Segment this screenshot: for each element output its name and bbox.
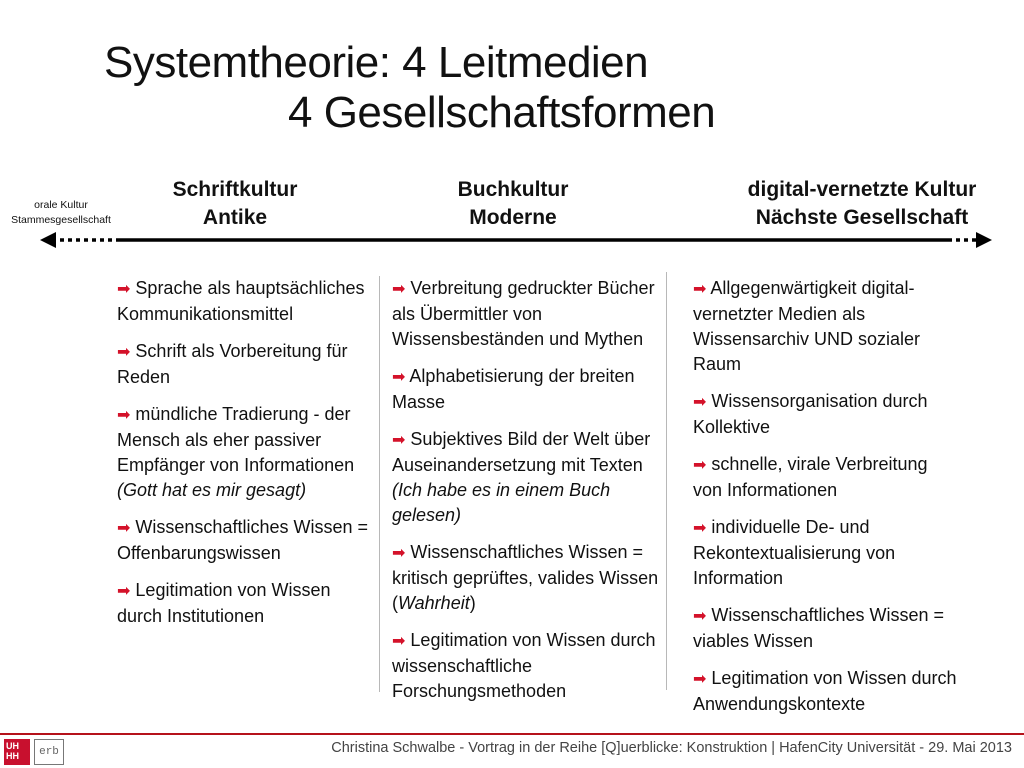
bullet-item	[693, 389, 959, 440]
bullet-text: individuelle De- und Rekontextualisierung von Information	[693, 517, 896, 588]
bullet-item	[693, 515, 959, 591]
red-arrow-icon: ➡	[117, 520, 131, 537]
bullet-item	[392, 276, 660, 352]
title-line-1: Systemtheorie: 4 Leitmedien	[104, 38, 649, 87]
head-culture: Schriftkultur	[172, 178, 298, 201]
bullet-item	[392, 427, 660, 528]
red-arrow-icon: ➡	[693, 281, 707, 298]
erb-logo: erb	[34, 739, 64, 765]
bullet-text: Alphabetisierung der breiten Masse	[392, 366, 635, 412]
bullet-item	[392, 628, 660, 704]
bullet-item	[693, 603, 959, 654]
column-divider-2	[666, 272, 667, 690]
bullet-tail-text: )	[469, 593, 476, 613]
column-schriftkultur	[117, 276, 379, 641]
timeline-arrow	[0, 228, 1024, 252]
red-arrow-icon: ➡	[392, 633, 406, 650]
timeline-left-arrowhead-icon	[40, 232, 56, 248]
head-society: Moderne	[469, 206, 557, 229]
red-arrow-icon: ➡	[117, 344, 131, 361]
bullet-text: mündliche Tradierung - der Mensch als eher passiver Empfänger von Informationen	[117, 404, 355, 475]
head-buchkultur	[418, 176, 608, 232]
bullet-item	[117, 402, 379, 503]
footer-credit: Christina Schwalbe - Vortrag in der Reihe [Q]uerblicke: Konstruktion | HafenCity Universität - 29. Mai 2013	[331, 740, 1012, 756]
bullet-text: Wissenschaftliches Wissen = Offenbarungswissen	[117, 517, 368, 563]
head-schriftkultur	[140, 176, 330, 232]
head-culture: digital-vernetzte Kultur	[747, 178, 977, 201]
red-arrow-icon: ➡	[117, 407, 131, 424]
bullet-text: Subjektives Bild der Welt über Auseinandersetzung mit Texten	[392, 429, 651, 475]
red-arrow-icon: ➡	[117, 583, 131, 600]
head-culture: Buchkultur	[457, 178, 569, 201]
bullet-item	[693, 276, 959, 377]
red-arrow-icon: ➡	[117, 281, 131, 298]
column-divider-1	[379, 276, 380, 692]
head-society: Nächste Gesellschaft	[755, 206, 969, 229]
bullet-text: Allgegenwärtigkeit digital-vernetzter Medien als Wissensarchiv UND sozialer Raum	[693, 278, 921, 374]
oral-culture-label	[0, 198, 122, 228]
university-hamburg-logo: UH HH	[4, 739, 30, 765]
bullet-text: schnelle, virale Verbreitung von Informationen	[693, 454, 928, 500]
bullet-item	[392, 540, 660, 616]
red-arrow-icon: ➡	[392, 369, 406, 386]
bullet-text: Legitimation von Wissen durch wissenschaftliche Forschungsmethoden	[392, 630, 656, 701]
red-arrow-icon: ➡	[392, 545, 406, 562]
bullet-item	[117, 339, 379, 390]
red-arrow-icon: ➡	[693, 671, 707, 688]
timeline-right-arrowhead-icon	[976, 232, 992, 248]
bullet-italic-text: (Gott hat es mir gesagt)	[117, 480, 307, 500]
red-arrow-icon: ➡	[693, 608, 707, 625]
head-digital	[700, 176, 1024, 232]
bullet-item	[693, 666, 959, 717]
bullet-text: Wissenschaftliches Wissen = kritisch geprüftes, valides Wissen (	[392, 542, 659, 613]
red-arrow-icon: ➡	[693, 520, 707, 537]
bullet-text: Schrift als Vorbereitung für Reden	[117, 341, 348, 387]
head-society: Antike	[202, 206, 268, 229]
footer-rule	[0, 733, 1024, 735]
bullet-item	[117, 578, 379, 629]
bullet-text: Legitimation von Wissen durch Institutionen	[117, 580, 331, 626]
bullet-item	[693, 452, 959, 503]
column-digital	[693, 276, 959, 729]
red-arrow-icon: ➡	[693, 394, 707, 411]
title-line-2: 4 Gesellschaftsformen	[288, 88, 716, 137]
bullet-item	[392, 364, 660, 415]
bullet-item	[117, 515, 379, 566]
bullet-text: Wissenschaftliches Wissen = viables Wissen	[693, 605, 944, 651]
column-buchkultur	[392, 276, 660, 716]
bullet-italic-text: Wahrheit	[398, 593, 470, 613]
red-arrow-icon: ➡	[693, 457, 707, 474]
slide-title	[104, 38, 715, 138]
bullet-text: Verbreitung gedruckter Bücher als Übermittler von Wissensbeständen und Mythen	[392, 278, 655, 349]
bullet-item	[117, 276, 379, 327]
red-arrow-icon: ➡	[392, 432, 406, 449]
oral-society-text: Stammesgesellschaft	[11, 214, 111, 226]
oral-culture-text: orale Kultur	[34, 199, 88, 211]
bullet-text: Wissensorganisation durch Kollektive	[693, 391, 928, 437]
bullet-text: Sprache als hauptsächliches Kommunikationsmittel	[117, 278, 365, 324]
bullet-italic-text: (Ich habe es in einem Buch gelesen)	[392, 480, 611, 525]
red-arrow-icon: ➡	[392, 281, 406, 298]
bullet-text: Legitimation von Wissen durch Anwendungskontexte	[693, 668, 957, 714]
